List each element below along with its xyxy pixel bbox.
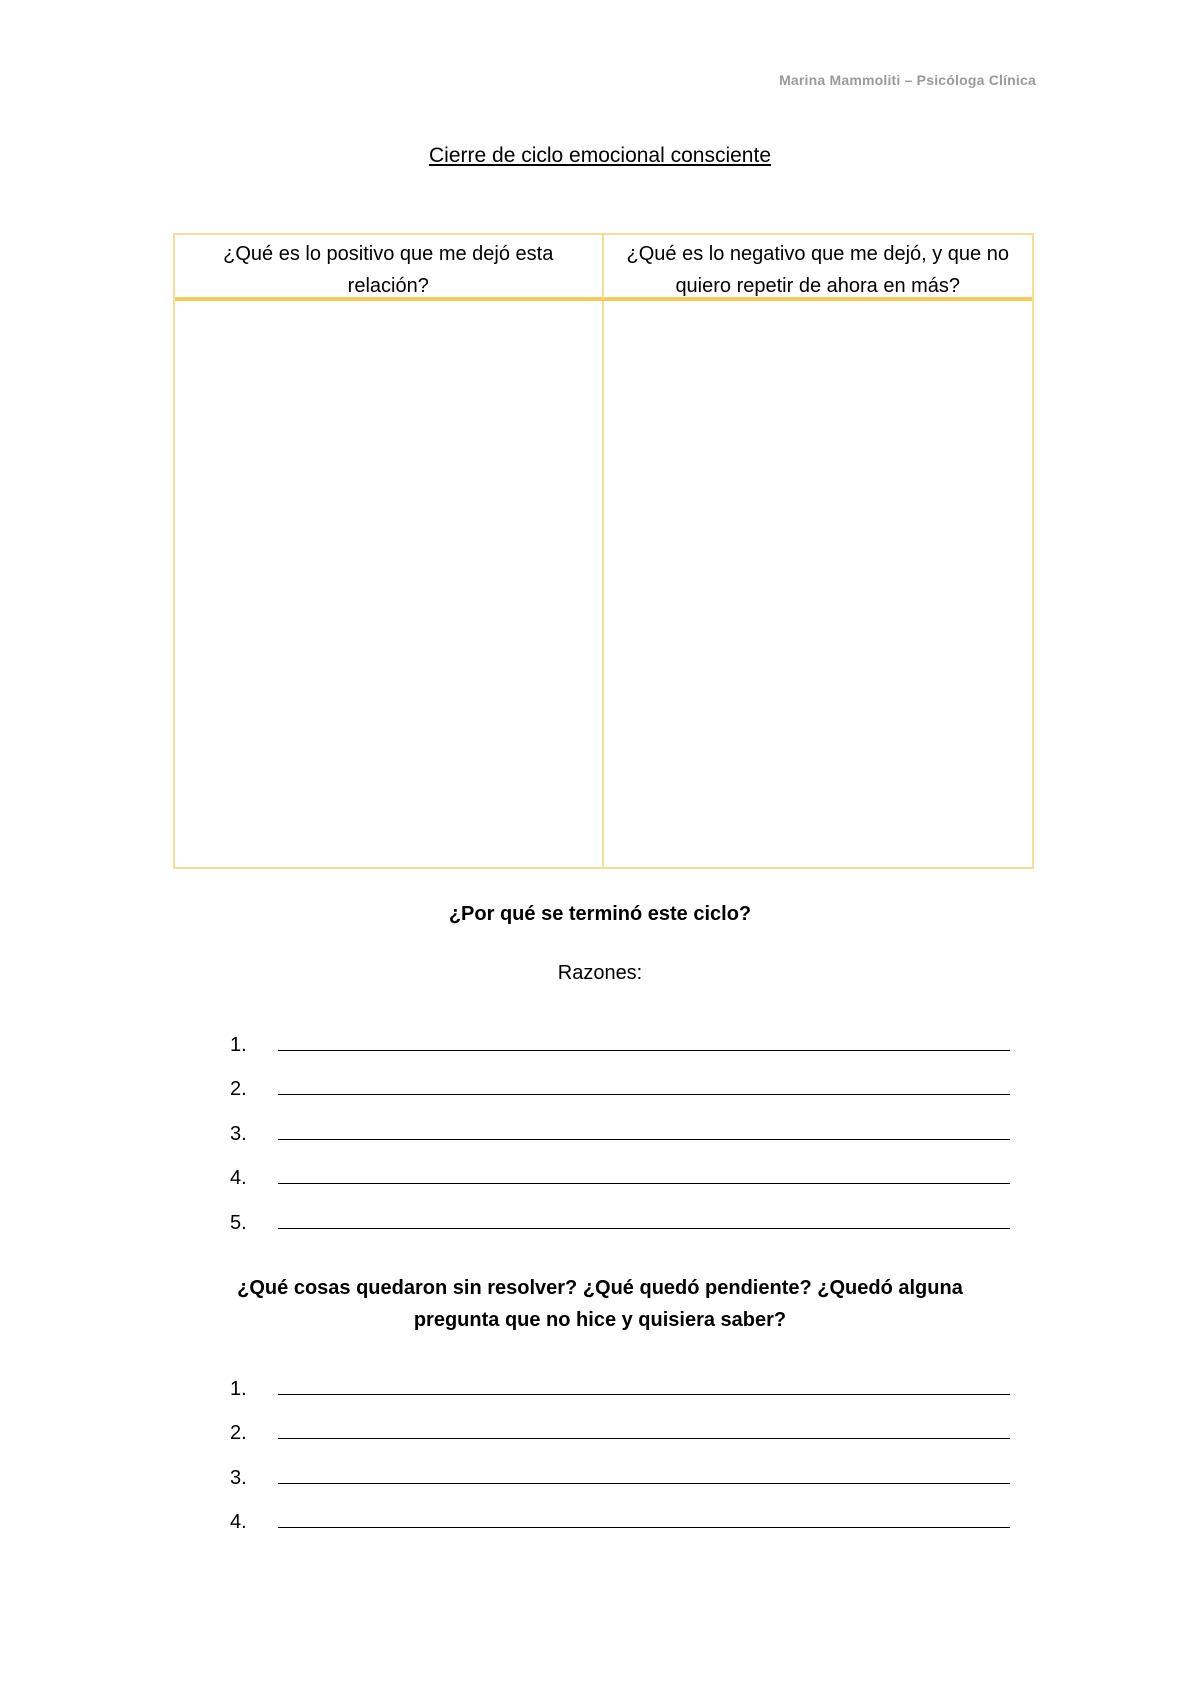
list-item [230, 1057, 1010, 1102]
blank-line[interactable] [278, 1093, 1010, 1095]
table-header-positive: ¿Qué es lo positivo que me dejó esta relación? [175, 235, 604, 301]
item-number: 3. [230, 1122, 247, 1145]
list-item [230, 1101, 1010, 1146]
blank-line[interactable] [278, 1482, 1010, 1484]
list-item [230, 1401, 1010, 1446]
list-item [230, 1146, 1010, 1191]
list-item [230, 1190, 1010, 1235]
reasons-list [230, 1012, 1010, 1235]
table-header-negative: ¿Qué es lo negativo que me dejó, y que no quiero repetir de ahora en más? [604, 235, 1033, 301]
blank-line[interactable] [278, 1182, 1010, 1184]
item-number: 1. [230, 1377, 247, 1400]
unresolved-list [230, 1356, 1010, 1534]
table-cell-negative[interactable] [604, 301, 1033, 867]
item-number: 4. [230, 1511, 247, 1533]
list-item [230, 1356, 1010, 1401]
blank-line[interactable] [278, 1393, 1010, 1395]
blank-line[interactable] [278, 1227, 1010, 1229]
unresolved-heading: ¿Qué cosas quedaron sin resolver? ¿Qué quedó pendiente? ¿Quedó alguna pregunta que no hice y quisiera saber? [237, 1277, 963, 1331]
item-number: 2. [230, 1078, 247, 1100]
document-title: Cierre de ciclo emocional consciente [429, 144, 771, 167]
blank-line[interactable] [278, 1437, 1010, 1439]
list-item [230, 1490, 1010, 1535]
item-number: 1. [230, 1033, 247, 1056]
list-item [230, 1012, 1010, 1057]
reasons-label: Razones: [557, 962, 643, 984]
header-author: Marina Mammoliti – Psicóloga Clínica [779, 72, 1036, 88]
item-number: 5. [230, 1211, 247, 1234]
reflection-table [173, 233, 1034, 869]
item-number: 4. [230, 1167, 247, 1189]
item-number: 2. [230, 1422, 247, 1444]
why-heading: ¿Por qué se terminó este ciclo? [448, 903, 752, 925]
blank-line[interactable] [278, 1526, 1010, 1528]
list-item [230, 1445, 1010, 1490]
blank-line[interactable] [278, 1049, 1010, 1051]
blank-line[interactable] [278, 1138, 1010, 1140]
item-number: 3. [230, 1466, 247, 1489]
table-cell-positive[interactable] [175, 301, 604, 867]
